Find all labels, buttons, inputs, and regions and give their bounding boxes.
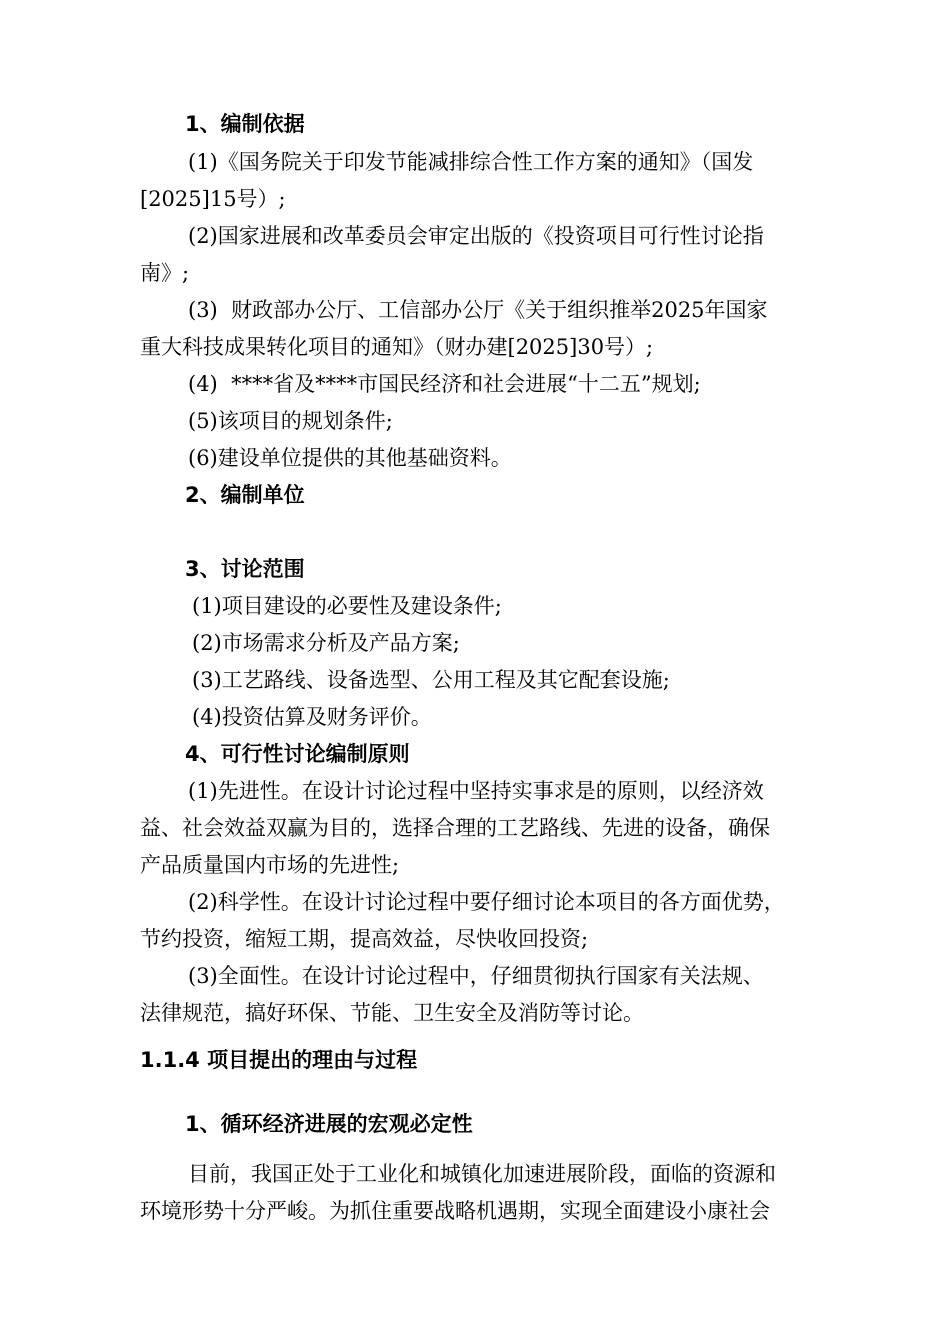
- paragraph-line: 法律规范，搞好环保、节能、卫生安全及消防等讨论。: [140, 1001, 644, 1025]
- paragraph-line: 重大科技成果转化项目的通知》（财办建[2025]30号）;: [140, 335, 654, 359]
- paragraph-line: (4)投资估算及财务评价。: [192, 705, 432, 729]
- paragraph-line: 南》;: [140, 261, 190, 285]
- paragraph-line: (2)科学性。在设计讨论过程中要仔细讨论本项目的各方面优势，: [188, 890, 785, 914]
- heading-scope: 3、讨论范围: [185, 557, 305, 581]
- paragraph-line: (3) 财政部办公厅、工信部办公厅《关于组织推举2025年国家: [188, 298, 768, 322]
- paragraph-line: (1)先进性。在设计讨论过程中坚持实事求是的原则，以经济效: [188, 779, 764, 803]
- section-title-1-1-4: 1.1.4 项目提出的理由与过程: [140, 1048, 418, 1072]
- paragraph-line: (5)该项目的规划条件;: [188, 409, 393, 433]
- paragraph-line: 产品质量国内市场的先进性;: [140, 853, 400, 877]
- paragraph-line: 节约投资，缩短工期，提高效益，尽快收回投资;: [140, 927, 589, 951]
- heading-circular-economy: 1、循环经济进展的宏观必定性: [185, 1112, 473, 1136]
- paragraph-line: (1)项目建设的必要性及建设条件;: [192, 594, 502, 618]
- heading-unit: 2、编制单位: [185, 483, 305, 507]
- paragraph-line: (2)国家进展和改革委员会审定出版的《投资项目可行性讨论指: [188, 224, 764, 248]
- paragraph-line: (6)建设单位提供的其他基础资料。: [188, 446, 512, 470]
- paragraph-line: (3)全面性。在设计讨论过程中，仔细贯彻执行国家有关法规、: [188, 964, 764, 988]
- paragraph-line: (3)工艺路线、设备选型、公用工程及其它配套设施;: [192, 668, 670, 692]
- heading-basis: 1、编制依据: [185, 112, 305, 136]
- heading-principles: 4、可行性讨论编制原则: [185, 742, 410, 766]
- paragraph-line: (1)《国务院关于印发节能减排综合性工作方案的通知》（国发: [188, 150, 754, 174]
- paragraph-line: 目前，我国正处于工业化和城镇化加速进展阶段，面临的资源和: [188, 1162, 776, 1186]
- paragraph-line: (4) ****省及****市国民经济和社会进展“十二五”规划;: [188, 372, 701, 396]
- paragraph-line: 益、社会效益双赢为目的，选择合理的工艺路线、先进的设备，确保: [140, 816, 770, 840]
- paragraph-line: 环境形势十分严峻。为抓住重要战略机遇期，实现全面建设小康社会: [140, 1199, 770, 1223]
- paragraph-line: [2025]15号）;: [140, 187, 286, 211]
- paragraph-line: (2)市场需求分析及产品方案;: [192, 631, 460, 655]
